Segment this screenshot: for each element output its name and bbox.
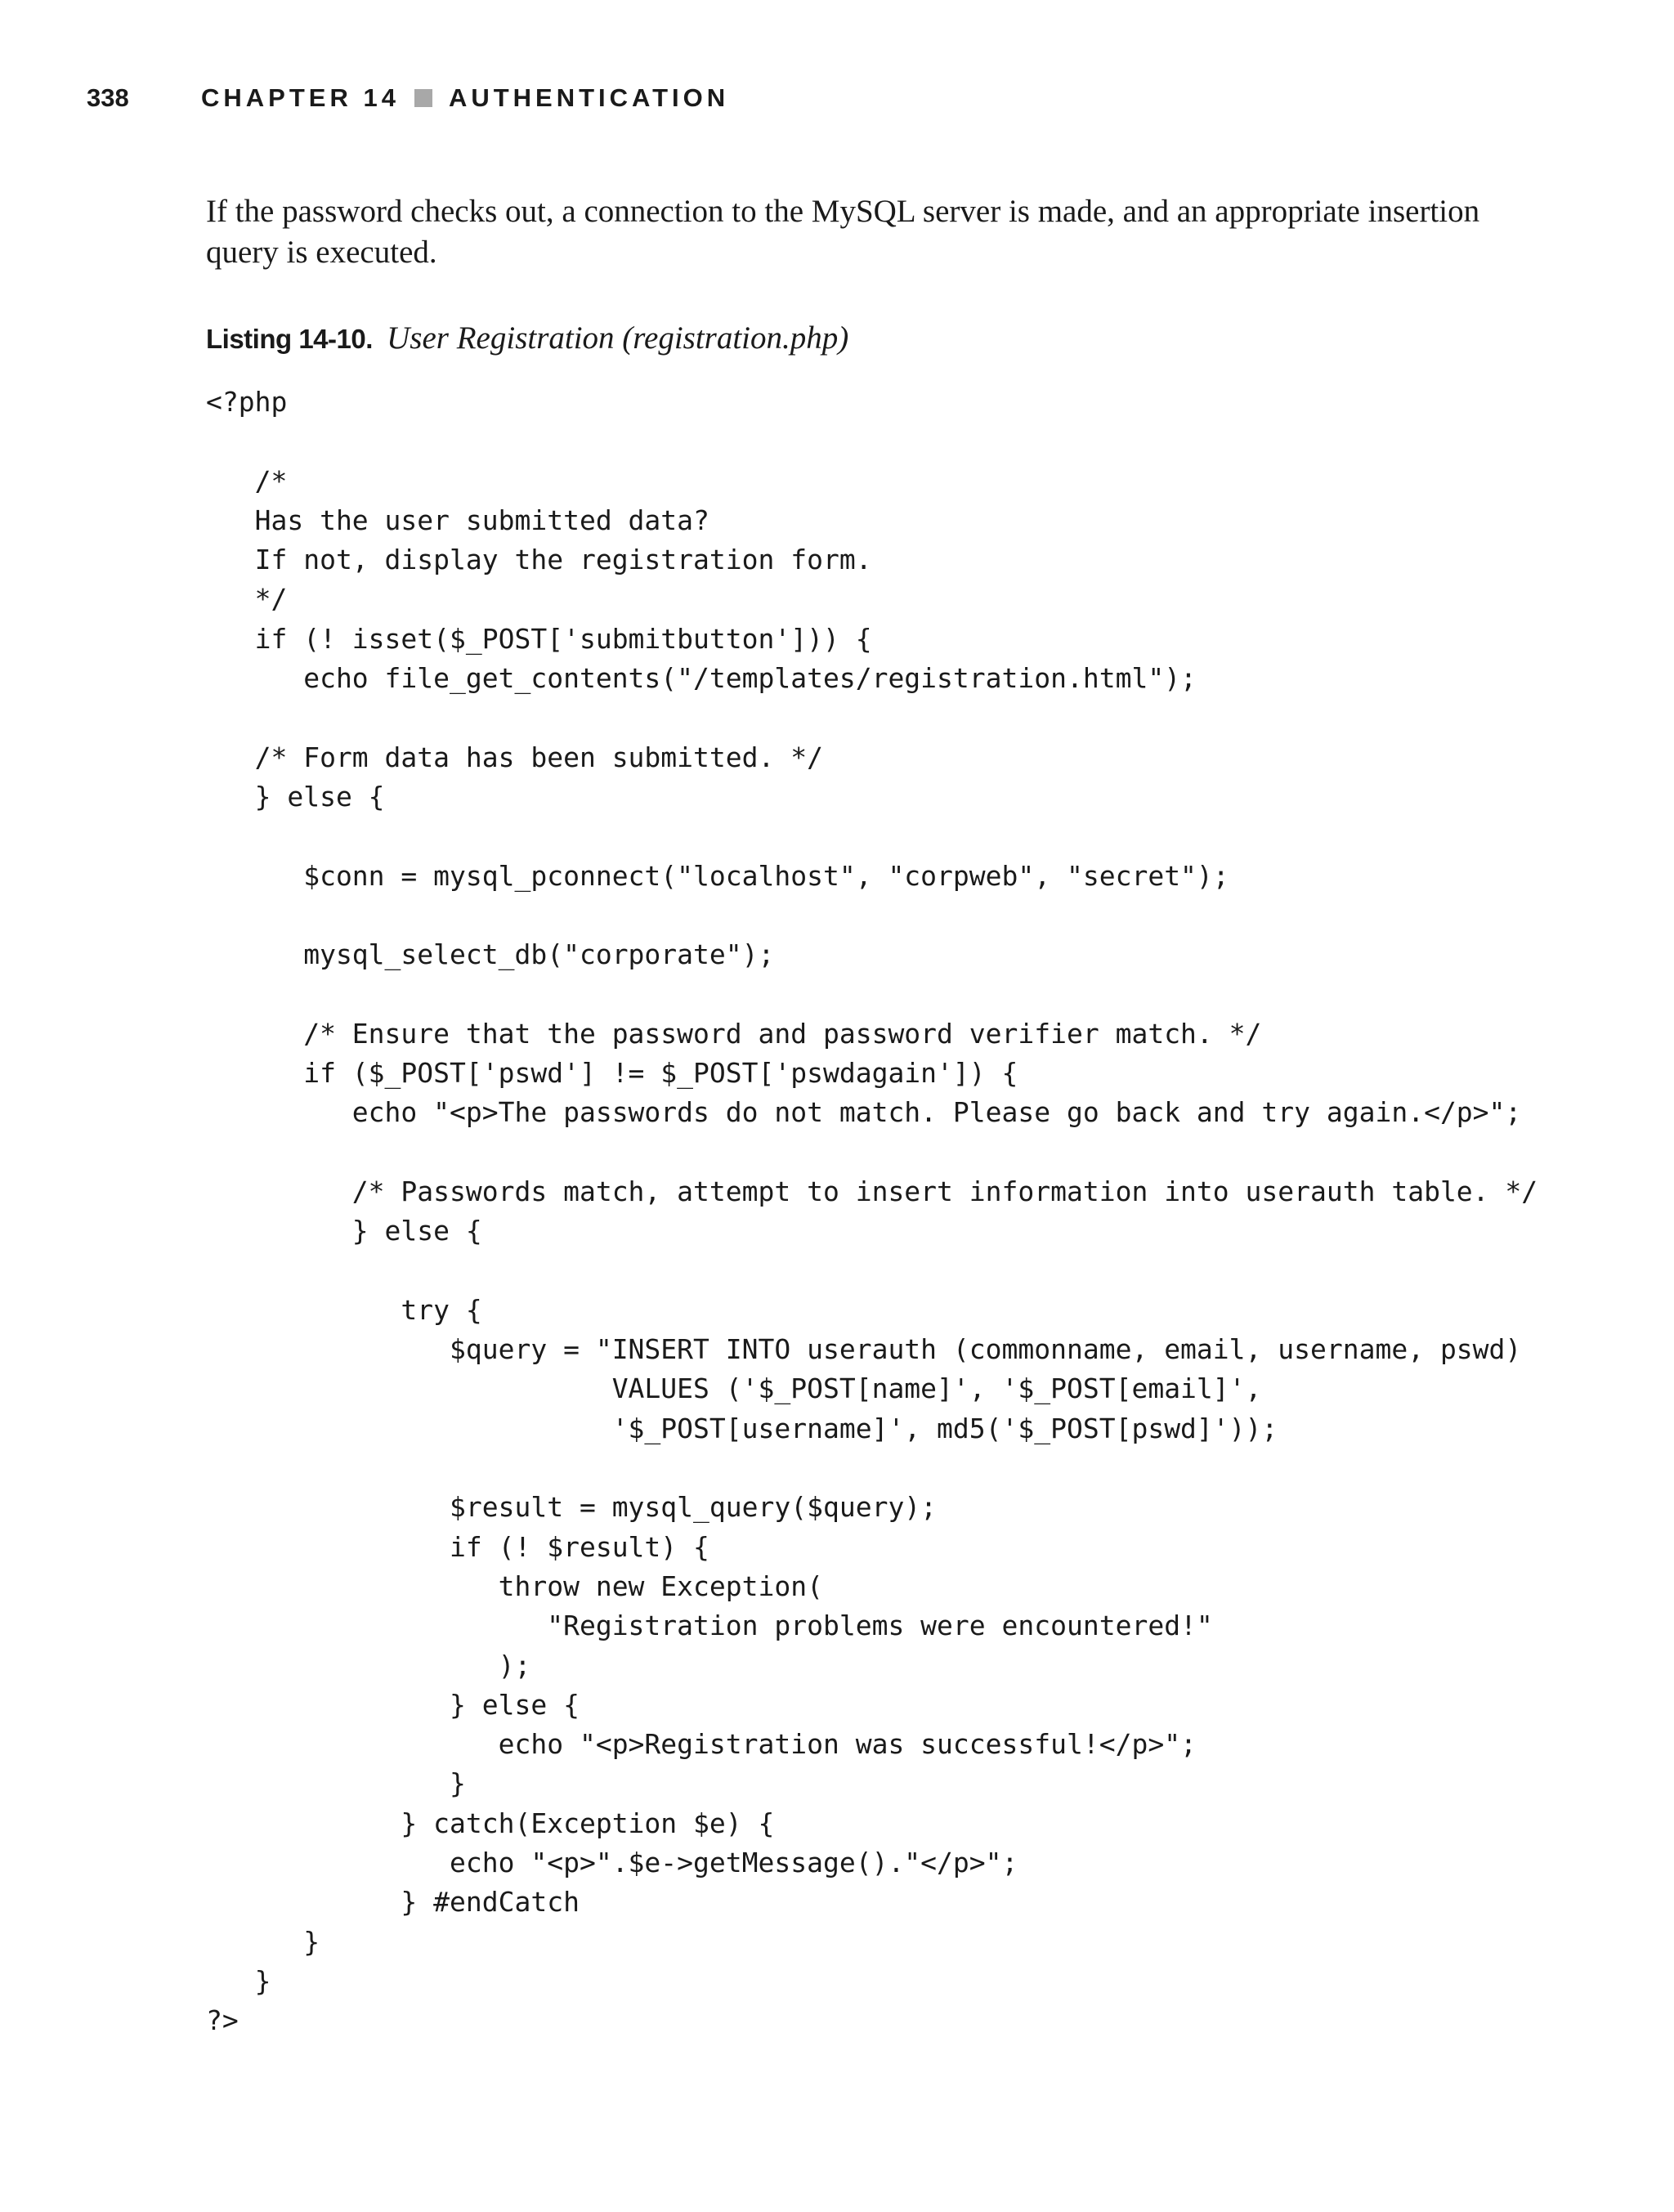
listing-label: Listing 14-10. <box>206 324 373 354</box>
running-header <box>87 80 729 116</box>
body-paragraph: If the password checks out, a connection to the MySQL server is made, and an appropriate insertion query is executed. <box>206 194 1480 270</box>
code-listing: <?php /* Has the user submitted data? If not, display the registration form. */ if (! isset($_POST['submitbutton'])) { echo file_get_contents("/templates/registration.html"); /* Form data has been submitted. */ } else { $conn = mysql_pconnect("localhost", "corpweb", "secret"); mysql_select_db("corporate"); /* Ensure that the password and password verifier match. */ if ($_POST['pswd'] != $_POST['pswdagain']) { echo "<p>The passwords do not match. Please go back and try again.</p>"; /* Passwords match, attempt to insert information into userauth table. */ } else { try { $query = "INSERT INTO userauth (commonname, email, username, pswd) VALUES ('$_POST[name]', '$_POST[email]', '$_POST[username]', md5('$_POST[pswd]')); $result = mysql_query($query); if (! $result) { throw new Exception( "Registration problems were encountered!" ); } else { echo "<p>Registration was successful!</p>"; } } catch(Exception $e) { echo "<p>".$e->getMessage()."</p>"; } #endCatch } } ?> <box>206 386 1538 2037</box>
page-number: 338 <box>87 83 129 112</box>
listing-caption <box>206 318 848 360</box>
listing-description: User Registration (registration.php) <box>387 320 849 356</box>
chapter-title: AUTHENTICATION <box>448 83 730 112</box>
chapter-label: CHAPTER 14 <box>201 83 400 112</box>
header-square-icon <box>414 89 432 107</box>
